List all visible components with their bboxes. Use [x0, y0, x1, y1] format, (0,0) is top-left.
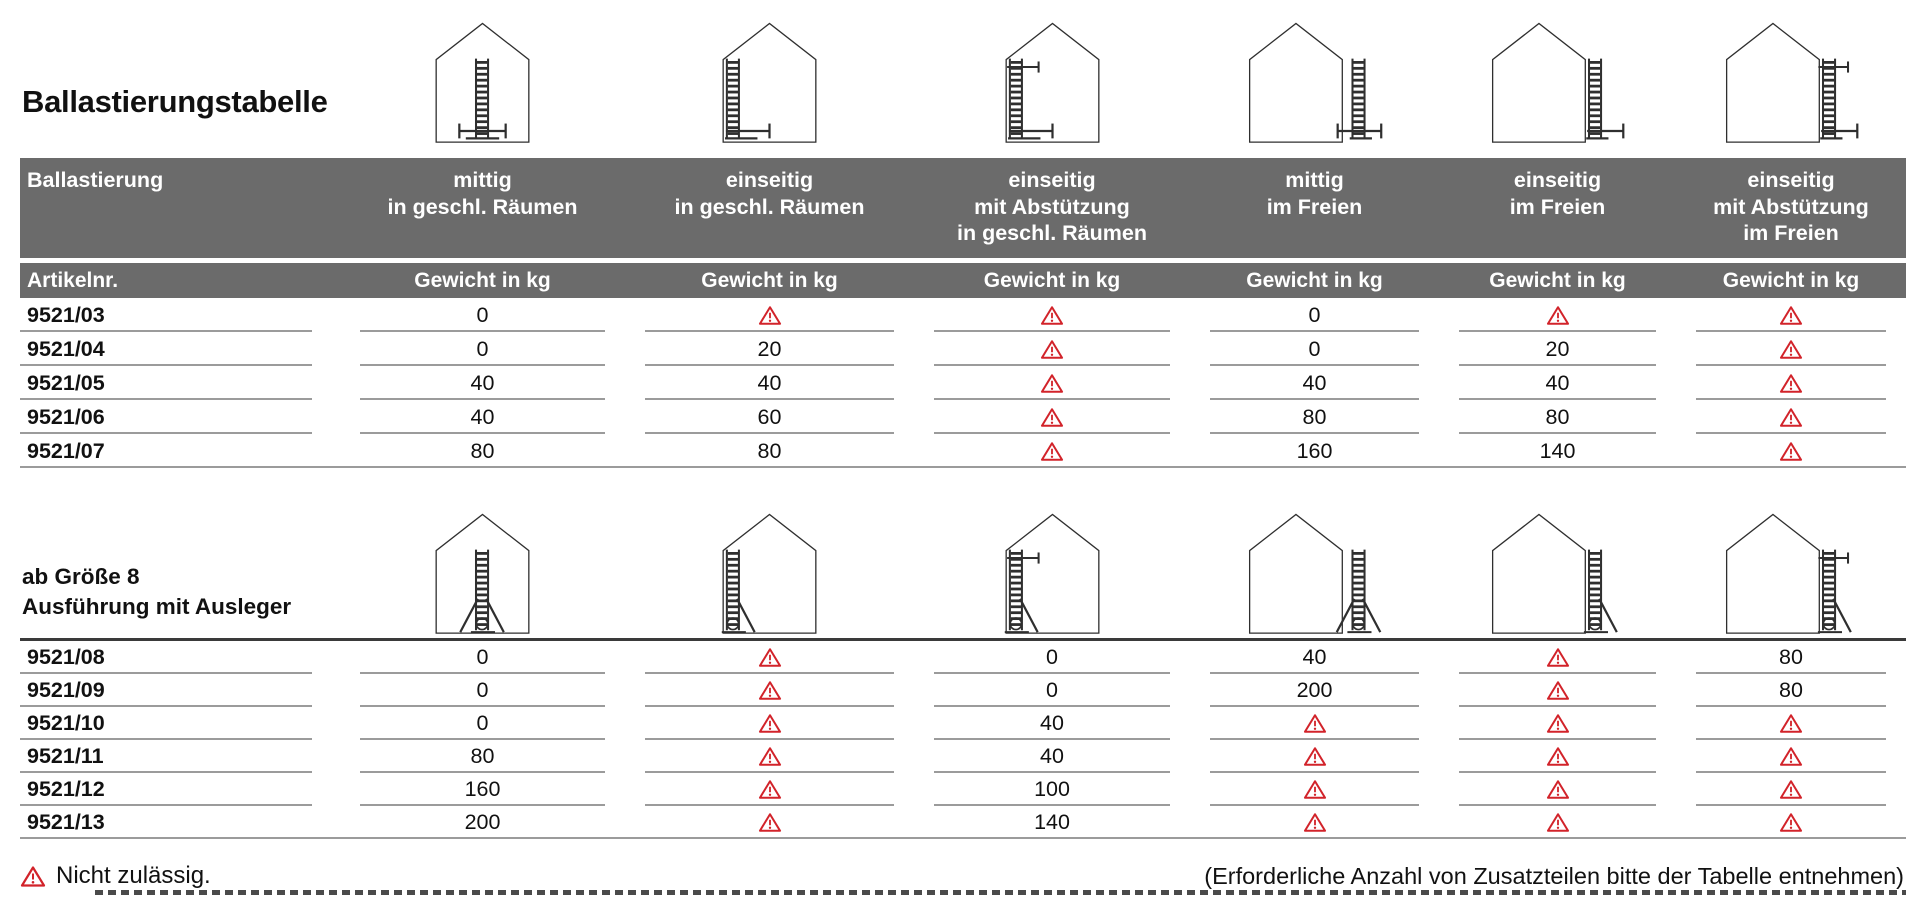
not-permitted-cell: [1676, 366, 1906, 400]
house-icon-einseitig-freien: [1439, 15, 1676, 158]
legend-not-permitted: [20, 862, 211, 890]
weight-cell: 40: [340, 366, 625, 400]
section-label-line2: Ausführung mit Ausleger: [22, 594, 292, 619]
weight-cell: 0: [340, 332, 625, 366]
section-label-cell: [20, 562, 340, 638]
table-sizes-03-07: [20, 298, 1906, 468]
warning-icon: [1040, 305, 1064, 326]
header-mittig-geschl-raeume: mittig in geschl. Räumen: [387, 168, 578, 219]
header-einseitig-freien: einseitig im Freien: [1509, 168, 1606, 219]
warning-icon: [1303, 713, 1327, 734]
not-permitted-cell: [1676, 707, 1906, 740]
weight-cell: 0: [340, 707, 625, 740]
house-icon-einseitig-abstuetzung-freien: [1676, 15, 1906, 158]
weight-cell: 200: [340, 806, 625, 839]
weight-cell: 160: [1190, 434, 1439, 468]
warning-icon: [1779, 305, 1803, 326]
header-row-units: [20, 263, 1906, 298]
warning-icon: [758, 812, 782, 833]
not-permitted-cell: [1190, 806, 1439, 839]
warning-icon: [1779, 407, 1803, 428]
header-einseitig-abstuetzung-freien: einseitig mit Abstützung im Freien: [1713, 168, 1869, 245]
warning-icon: [758, 305, 782, 326]
not-permitted-cell: [1439, 674, 1676, 707]
not-permitted-cell: [914, 434, 1190, 468]
legend-text: Nicht zulässig.: [56, 862, 211, 889]
warning-icon: [1040, 441, 1064, 462]
warning-icon: [1040, 373, 1064, 394]
weight-cell: 0: [1190, 298, 1439, 332]
warning-icon: [758, 680, 782, 701]
house-icon-einseitig-geschl-raeume: [625, 15, 914, 158]
warning-icon: [1546, 680, 1570, 701]
house-icon-ausleger-mittig-freien: [1190, 506, 1439, 638]
weight-cell: 40: [914, 707, 1190, 740]
house-icon-einseitig-abstuetzung-geschl-raeume: [914, 15, 1190, 158]
header-weight-mittig-freien: Gewicht in kg: [1246, 268, 1383, 292]
weight-cell: 40: [1190, 641, 1439, 674]
page-title: Ballastierungstabelle: [22, 84, 328, 119]
article-cell: 9521/10: [20, 707, 340, 740]
article-cell: 9521/12: [20, 773, 340, 806]
footer-note: (Erforderliche Anzahl von Zusatzteilen bitte der Tabelle entnehmen): [1204, 862, 1904, 889]
header-weight-mittig-geschl-raeume: Gewicht in kg: [414, 268, 551, 292]
header-artikelnr: Artikelnr.: [27, 268, 119, 292]
warning-icon: [1779, 779, 1803, 800]
not-permitted-cell: [1439, 298, 1676, 332]
catalog-table-page: [20, 0, 1906, 895]
not-permitted-cell: [625, 674, 914, 707]
article-cell: 9521/11: [20, 740, 340, 773]
weight-cell: 80: [1676, 641, 1906, 674]
weight-cell: 80: [340, 740, 625, 773]
not-permitted-cell: [625, 298, 914, 332]
weight-cell: 20: [625, 332, 914, 366]
not-permitted-cell: [625, 773, 914, 806]
weight-cell: 140: [1439, 434, 1676, 468]
warning-icon: [20, 865, 46, 888]
warning-icon: [1303, 746, 1327, 767]
weight-cell: 80: [1190, 400, 1439, 434]
article-cell: 9521/08: [20, 641, 340, 674]
warning-icon: [1546, 779, 1570, 800]
not-permitted-cell: [1190, 773, 1439, 806]
not-permitted-cell: [1676, 298, 1906, 332]
warning-icon: [758, 713, 782, 734]
weight-cell: 80: [1439, 400, 1676, 434]
weight-cell: 200: [1190, 674, 1439, 707]
not-permitted-cell: [1676, 773, 1906, 806]
not-permitted-cell: [1439, 707, 1676, 740]
article-cell: 9521/04: [20, 332, 340, 366]
weight-cell: 40: [914, 740, 1190, 773]
weight-cell: 100: [914, 773, 1190, 806]
not-permitted-cell: [625, 806, 914, 839]
not-permitted-cell: [1676, 434, 1906, 468]
warning-icon: [1779, 339, 1803, 360]
warning-icon: [1779, 812, 1803, 833]
not-permitted-cell: [1676, 806, 1906, 839]
warning-icon: [1546, 647, 1570, 668]
section-label: [20, 562, 340, 638]
article-cell: 9521/09: [20, 674, 340, 707]
header-weight-einseitig-abstuetzung-geschl-raeume: Gewicht in kg: [983, 268, 1121, 292]
weight-cell: 0: [914, 674, 1190, 707]
warning-icon: [1303, 812, 1327, 833]
warning-icon: [758, 647, 782, 668]
warning-icon: [1546, 746, 1570, 767]
warning-icon: [1040, 339, 1064, 360]
not-permitted-cell: [1190, 740, 1439, 773]
weight-cell: 80: [625, 434, 914, 468]
weight-cell: 60: [625, 400, 914, 434]
warning-icon: [758, 779, 782, 800]
not-permitted-cell: [625, 707, 914, 740]
weight-cell: 40: [625, 366, 914, 400]
house-icon-ausleger-einseitig-abstuetzung-freien: [1676, 506, 1906, 638]
weight-cell: 80: [340, 434, 625, 468]
diagram-row-ausleger: [20, 492, 1906, 638]
weight-cell: 0: [1190, 332, 1439, 366]
warning-icon: [1546, 305, 1570, 326]
not-permitted-cell: [914, 366, 1190, 400]
article-cell: 9521/06: [20, 400, 340, 434]
not-permitted-cell: [1676, 332, 1906, 366]
not-permitted-cell: [1676, 740, 1906, 773]
warning-icon: [758, 746, 782, 767]
page-cut-edge: [95, 890, 1906, 895]
not-permitted-cell: [1439, 806, 1676, 839]
weight-cell: 140: [914, 806, 1190, 839]
warning-icon: [1779, 713, 1803, 734]
not-permitted-cell: [914, 298, 1190, 332]
header-weight-einseitig-freien: Gewicht in kg: [1489, 268, 1626, 292]
not-permitted-cell: [914, 332, 1190, 366]
diagram-row-top: [20, 0, 1906, 158]
header-mittig-freien: mittig im Freien: [1266, 168, 1363, 219]
header-row-conditions: [20, 158, 1906, 258]
house-icon-ausleger-einseitig-freien: [1439, 506, 1676, 638]
not-permitted-cell: [1439, 641, 1676, 674]
section-label-line1: ab Größe 8: [22, 564, 140, 589]
weight-cell: 160: [340, 773, 625, 806]
warning-icon: [1040, 407, 1064, 428]
weight-cell: 80: [1676, 674, 1906, 707]
not-permitted-cell: [914, 400, 1190, 434]
header-weight-einseitig-abstuetzung-freien: Gewicht in kg: [1722, 268, 1860, 292]
title-cell: [20, 84, 340, 158]
weight-cell: 40: [340, 400, 625, 434]
header-ballastierung: Ballastierung: [27, 168, 164, 192]
header-weight-einseitig-geschl-raeume: Gewicht in kg: [701, 268, 838, 292]
warning-icon: [1546, 713, 1570, 734]
not-permitted-cell: [625, 641, 914, 674]
article-cell: 9521/03: [20, 298, 340, 332]
weight-cell: 0: [914, 641, 1190, 674]
house-icon-ausleger-mittig-geschl-raeume: [340, 506, 625, 638]
article-cell: 9521/05: [20, 366, 340, 400]
weight-cell: 40: [1190, 366, 1439, 400]
article-cell: 9521/13: [20, 806, 340, 839]
header-einseitig-geschl-raeume: einseitig in geschl. Räumen: [674, 168, 865, 219]
house-icon-ausleger-einseitig-geschl-raeume: [625, 506, 914, 638]
weight-cell: 0: [340, 641, 625, 674]
weight-cell: 40: [1439, 366, 1676, 400]
not-permitted-cell: [1439, 773, 1676, 806]
house-icon-ausleger-einseitig-abstuetzung-geschl-raeume: [914, 506, 1190, 638]
warning-icon: [1779, 746, 1803, 767]
weight-cell: 0: [340, 674, 625, 707]
warning-icon: [1546, 812, 1570, 833]
house-icon-mittig-freien: [1190, 15, 1439, 158]
house-icon-mittig-geschl-raeume: [340, 15, 625, 158]
table-sizes-08-13: [20, 641, 1906, 839]
warning-icon: [1779, 373, 1803, 394]
weight-cell: 20: [1439, 332, 1676, 366]
article-cell: 9521/07: [20, 434, 340, 468]
not-permitted-cell: [1676, 400, 1906, 434]
not-permitted-cell: [1439, 740, 1676, 773]
warning-icon: [1779, 441, 1803, 462]
warning-icon: [1303, 779, 1327, 800]
header-einseitig-abstuetzung-geschl-raeume: einseitig mit Abstützung in geschl. Räumen: [957, 168, 1147, 245]
not-permitted-cell: [1190, 707, 1439, 740]
weight-cell: 0: [340, 298, 625, 332]
not-permitted-cell: [625, 740, 914, 773]
